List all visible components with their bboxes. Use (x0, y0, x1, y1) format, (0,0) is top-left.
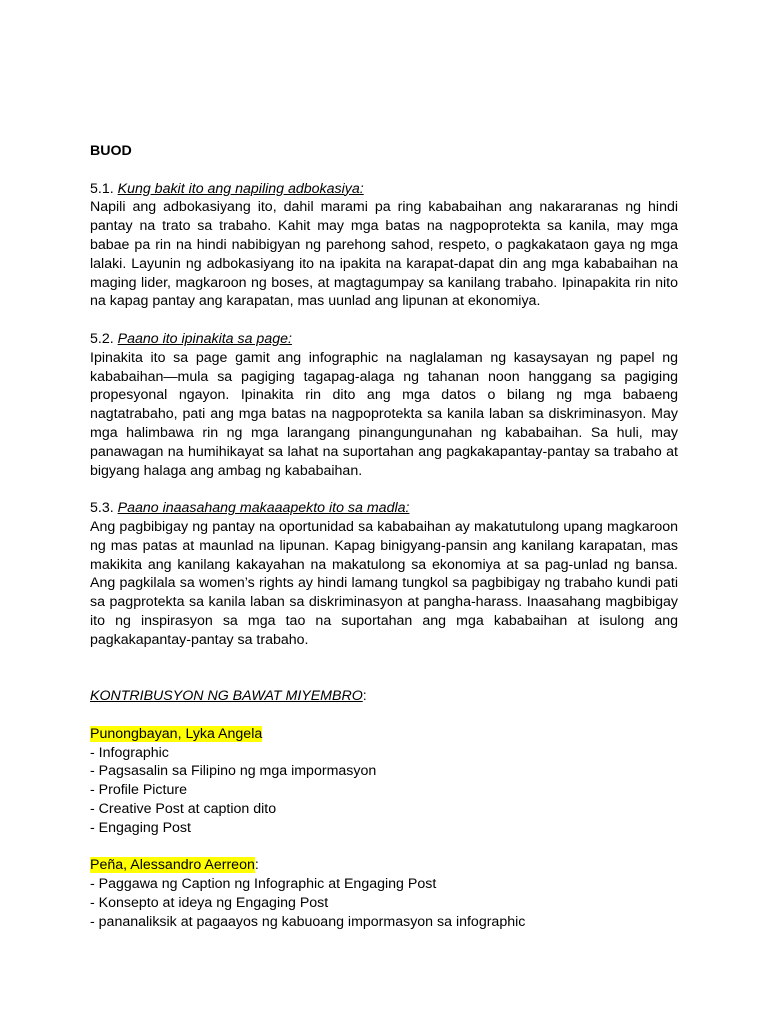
document-page (90, 142, 678, 931)
task-item: - Paggawa ng Caption ng Infographic at Engaging Post (90, 876, 437, 893)
member-name-highlight: Punongbayan, Lyka Angela (90, 725, 263, 742)
section-paragraph: Ang pagbibigay ng pantay na oportunidad sa kababaihan ay makatutulong upang magkaroon ng mas patas at maunlad na lipunan. Kapag binigyang-pansin ang kanilang karapatan, mas makikita ang kanilang kakayahan na makatulong sa ekonomiya at sa pag-unlad ng bansa. Ang pagkilala sa women’s rights ay hindi lamang tungkol sa pagbibigay ng trabaho kundi pati sa pagprotekta sa kanila laban sa diskriminasyon at pangha-harass. Inaasahang magbibigay ito ng inspirasyon sa mga tao na suportahan ang mga kababaihan at isulong ang pagkakapantay-pantay sa trabaho. (90, 518, 678, 648)
task-item: - Konsepto at ideya ng Engaging Post (90, 894, 329, 911)
section-heading (90, 499, 678, 518)
task-item: - Profile Picture (90, 782, 187, 799)
contributions-title-suffix: : (362, 688, 367, 705)
member-name-suffix: : (254, 857, 259, 874)
task-item: - Creative Post at caption dito (90, 800, 277, 817)
section-label: Paano ito ipinakita sa page: (117, 330, 292, 347)
member-name (90, 725, 678, 744)
section-heading (90, 330, 678, 349)
contributions-title (90, 687, 678, 706)
section-number: 5.1. (90, 180, 118, 197)
member-name (90, 856, 678, 875)
task-item: - Infographic (90, 744, 169, 761)
section-5-2 (90, 330, 678, 480)
document-heading: BUOD (90, 143, 132, 159)
member-block (90, 856, 678, 931)
task-item: - pananaliksik at pagaayos ng kabuoang impormasyon sa infographic (90, 913, 526, 930)
section-paragraph: Ipinakita ito sa page gamit ang infographic na naglalaman ng kasaysayan ng papel ng kababaihan—mula sa pagiging tagapag-alaga ng tahanan noon hanggang sa pagiging propesyonal ngayon. Ipinakita rin dito ang mga datos o bilang ng mga babaeng nagtatrabaho, pati ang mga batas na nagpoprotekta sa kanila laban sa diskriminasyon. May mga halimbawa rin ng mga larangang pinangungunahan ng kababaihan. Sa huli, may panawagan na humihikayat sa lahat na suportahan ang pagkakapantay-pantay sa trabaho at bigyang halaga ang ambag ng kababaihan. (90, 349, 678, 479)
section-paragraph: Napili ang adbokasiyang ito, dahil marami pa ring kababaihan ang nakararanas ng hindi pantay na trato sa trabaho. Kahit may mga batas na nagpoprotekta sa kanila, may mga babae pa rin na hindi nabibigyan ng parehong sahod, respeto, o pagkakataon gaya ng mga lalaki. Layunin ng adbokasiyang ito na ipakita na karapat-dapat din ang mga kababaihan na maging lider, magkaroon ng boses, at magtagumpay sa kanilang trabaho. Ipinapakita rin nito na kapag pantay ang karapatan, mas uunlad ang lipunan at ekonomiya. (90, 199, 678, 310)
member-task-list (90, 744, 678, 838)
section-number: 5.2. (90, 330, 118, 347)
contributions-title-text: KONTRIBUSYON NG BAWAT MIYEMBRO (90, 688, 363, 705)
member-block (90, 725, 678, 838)
task-item: - Pagsasalin sa Filipino ng mga impormasyon (90, 763, 377, 780)
section-5-3 (90, 499, 678, 649)
task-item: - Engaging Post (90, 819, 191, 836)
member-name-highlight: Peña, Alessandro Aerreon (90, 857, 255, 874)
section-label: Kung bakit ito ang napiling adbokasiya: (117, 180, 364, 197)
section-heading (90, 180, 678, 199)
section-number: 5.3. (90, 500, 118, 517)
section-5-1 (90, 180, 678, 312)
member-task-list (90, 875, 678, 931)
section-label: Paano inaasahang makaaapekto ito sa madla: (117, 500, 410, 517)
